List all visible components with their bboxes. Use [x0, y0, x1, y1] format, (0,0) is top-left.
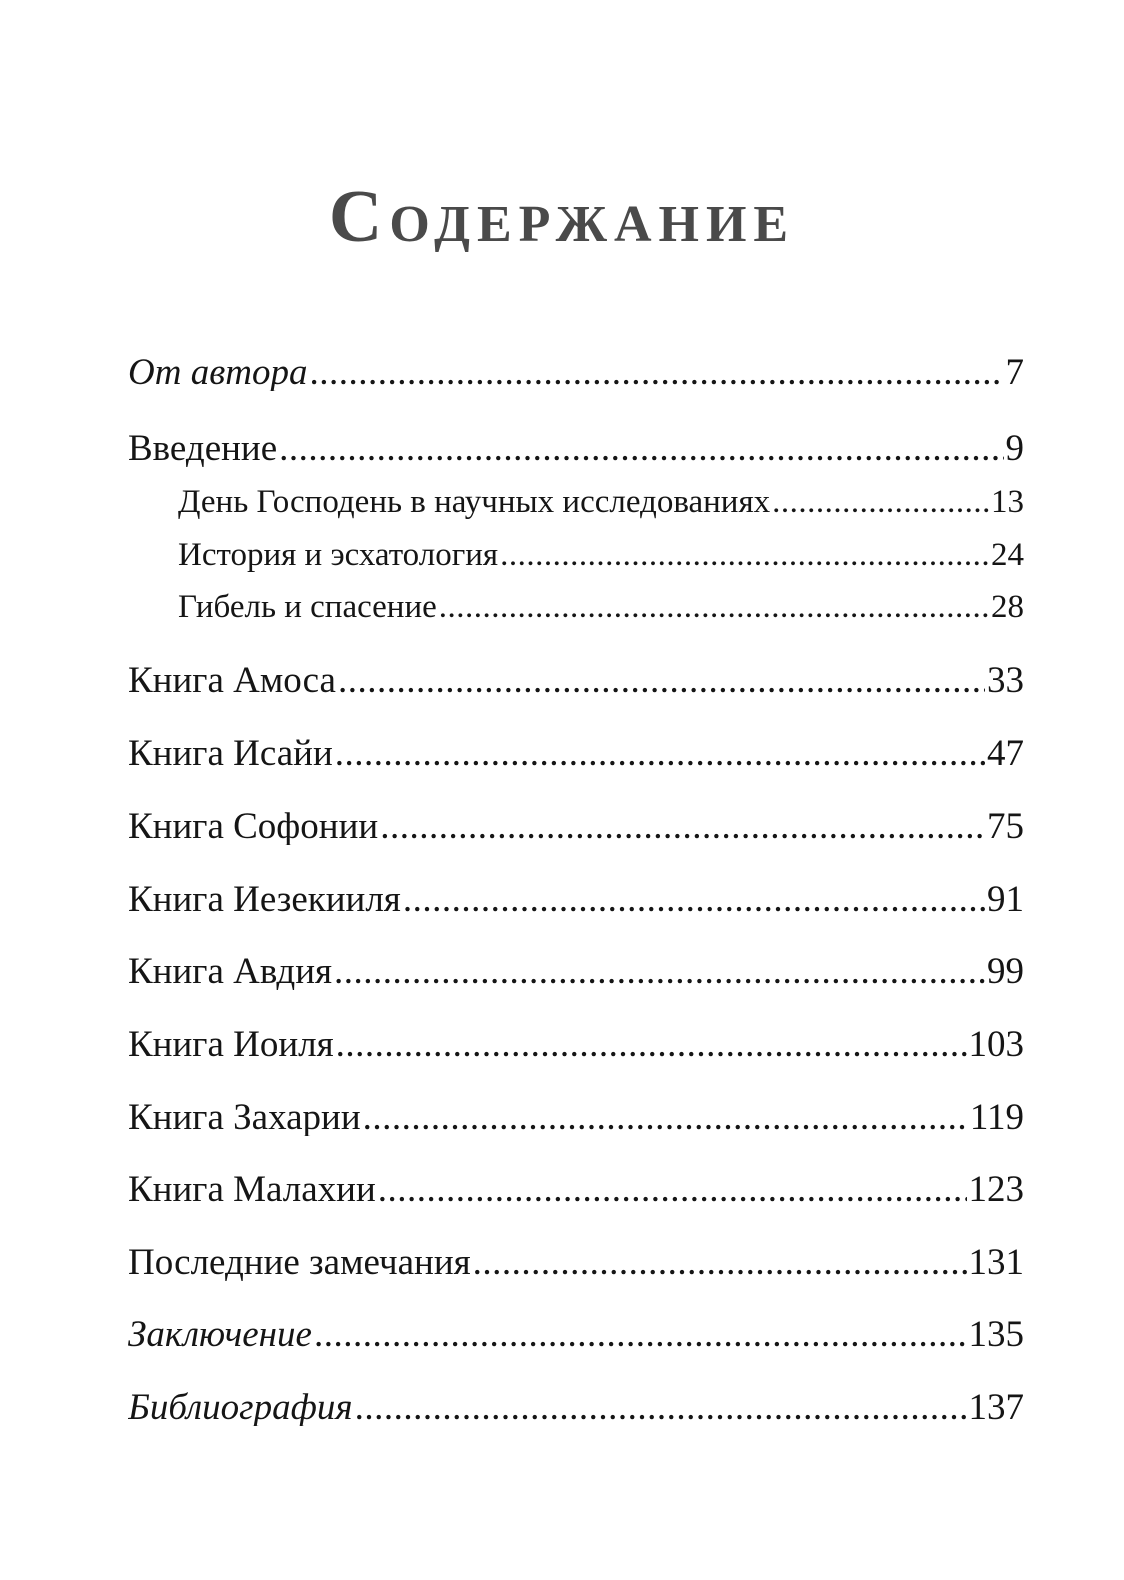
toc-entry-page-number: 28 [991, 591, 1024, 624]
toc-entry-page-number: 137 [968, 1389, 1024, 1426]
toc-subentry-doom-salvation[interactable] [178, 591, 1024, 624]
toc-entry-label: Книга Софонии [128, 808, 379, 845]
toc-entry-page-number: 123 [968, 1171, 1024, 1208]
toc-entry-amos[interactable] [128, 662, 1024, 699]
toc-entry-page-number: 13 [991, 486, 1024, 519]
toc-entry-label: Книга Авдия [128, 953, 333, 990]
toc-entry-zephaniah[interactable] [128, 808, 1024, 845]
dot-leader [473, 1244, 967, 1281]
dot-leader [355, 1389, 967, 1426]
toc-entry-zechariah[interactable] [128, 1099, 1024, 1136]
page-title: Содержание [328, 176, 796, 258]
toc-entry-label: Гибель и спасение [178, 591, 437, 624]
dot-leader [314, 1316, 967, 1353]
dot-leader [772, 486, 989, 519]
toc-entry-final-remarks[interactable] [128, 1244, 1024, 1281]
toc-entry-page-number: 33 [987, 662, 1024, 699]
toc-entry-label: От автора [128, 354, 308, 391]
toc-entry-page-number: 9 [1005, 430, 1024, 467]
toc-entry-obadiah[interactable] [128, 953, 1024, 990]
toc-entry-label: День Господень в научных исследованиях [178, 486, 771, 519]
toc-entry-page-number: 91 [987, 881, 1024, 918]
toc-entry-label: Книга Иезекииля [128, 881, 401, 918]
dot-leader [378, 1171, 967, 1208]
dot-leader [336, 1026, 967, 1063]
toc-entry-page-number: 7 [1005, 354, 1024, 391]
toc-subentry-history-eschatology[interactable] [178, 539, 1024, 572]
dot-leader [335, 735, 985, 772]
toc-entry-page-number: 99 [987, 953, 1024, 990]
toc-entry-malachi[interactable] [128, 1171, 1024, 1208]
toc-entry-label: Введение [128, 430, 278, 467]
toc-entry-label: Заключение [128, 1316, 312, 1353]
toc-entry-from-author[interactable] [128, 354, 1024, 391]
toc-entry-conclusion[interactable] [128, 1316, 1024, 1353]
toc-entry-bibliography[interactable] [128, 1389, 1024, 1426]
toc-entry-isaiah[interactable] [128, 735, 1024, 772]
toc-entry-ezekiel[interactable] [128, 881, 1024, 918]
toc-entry-label: Книга Захарии [128, 1099, 361, 1136]
dot-leader [380, 808, 985, 845]
dot-leader [363, 1099, 968, 1136]
toc-entry-page-number: 135 [968, 1316, 1024, 1353]
dot-leader [309, 354, 1003, 391]
toc-entry-label: История и эсхатология [178, 539, 499, 572]
toc-entry-joel[interactable] [128, 1026, 1024, 1063]
toc-entry-page-number: 119 [969, 1099, 1024, 1136]
toc-entry-page-number: 103 [968, 1026, 1024, 1063]
toc-entry-page-number: 47 [987, 735, 1024, 772]
toc-entry-label: Книга Исайи [128, 735, 333, 772]
dot-leader [334, 953, 985, 990]
toc-entry-label: Последние замечания [128, 1244, 471, 1281]
dot-leader [403, 881, 985, 918]
toc-entry-page-number: 24 [991, 539, 1024, 572]
dot-leader [279, 430, 1003, 467]
dot-leader [338, 662, 985, 699]
dot-leader [500, 539, 989, 572]
toc-entry-label: Книга Малахии [128, 1171, 376, 1208]
toc-entry-label: Книга Иоиля [128, 1026, 334, 1063]
dot-leader [439, 591, 989, 624]
toc-entry-page-number: 131 [968, 1244, 1024, 1281]
toc-entry-label: Библиография [128, 1389, 353, 1426]
toc-subentry-day-of-lord-research[interactable] [178, 486, 1024, 519]
toc-entry-page-number: 75 [987, 808, 1024, 845]
toc-entry-label: Книга Амоса [128, 662, 336, 699]
toc-entry-introduction[interactable] [128, 430, 1024, 467]
